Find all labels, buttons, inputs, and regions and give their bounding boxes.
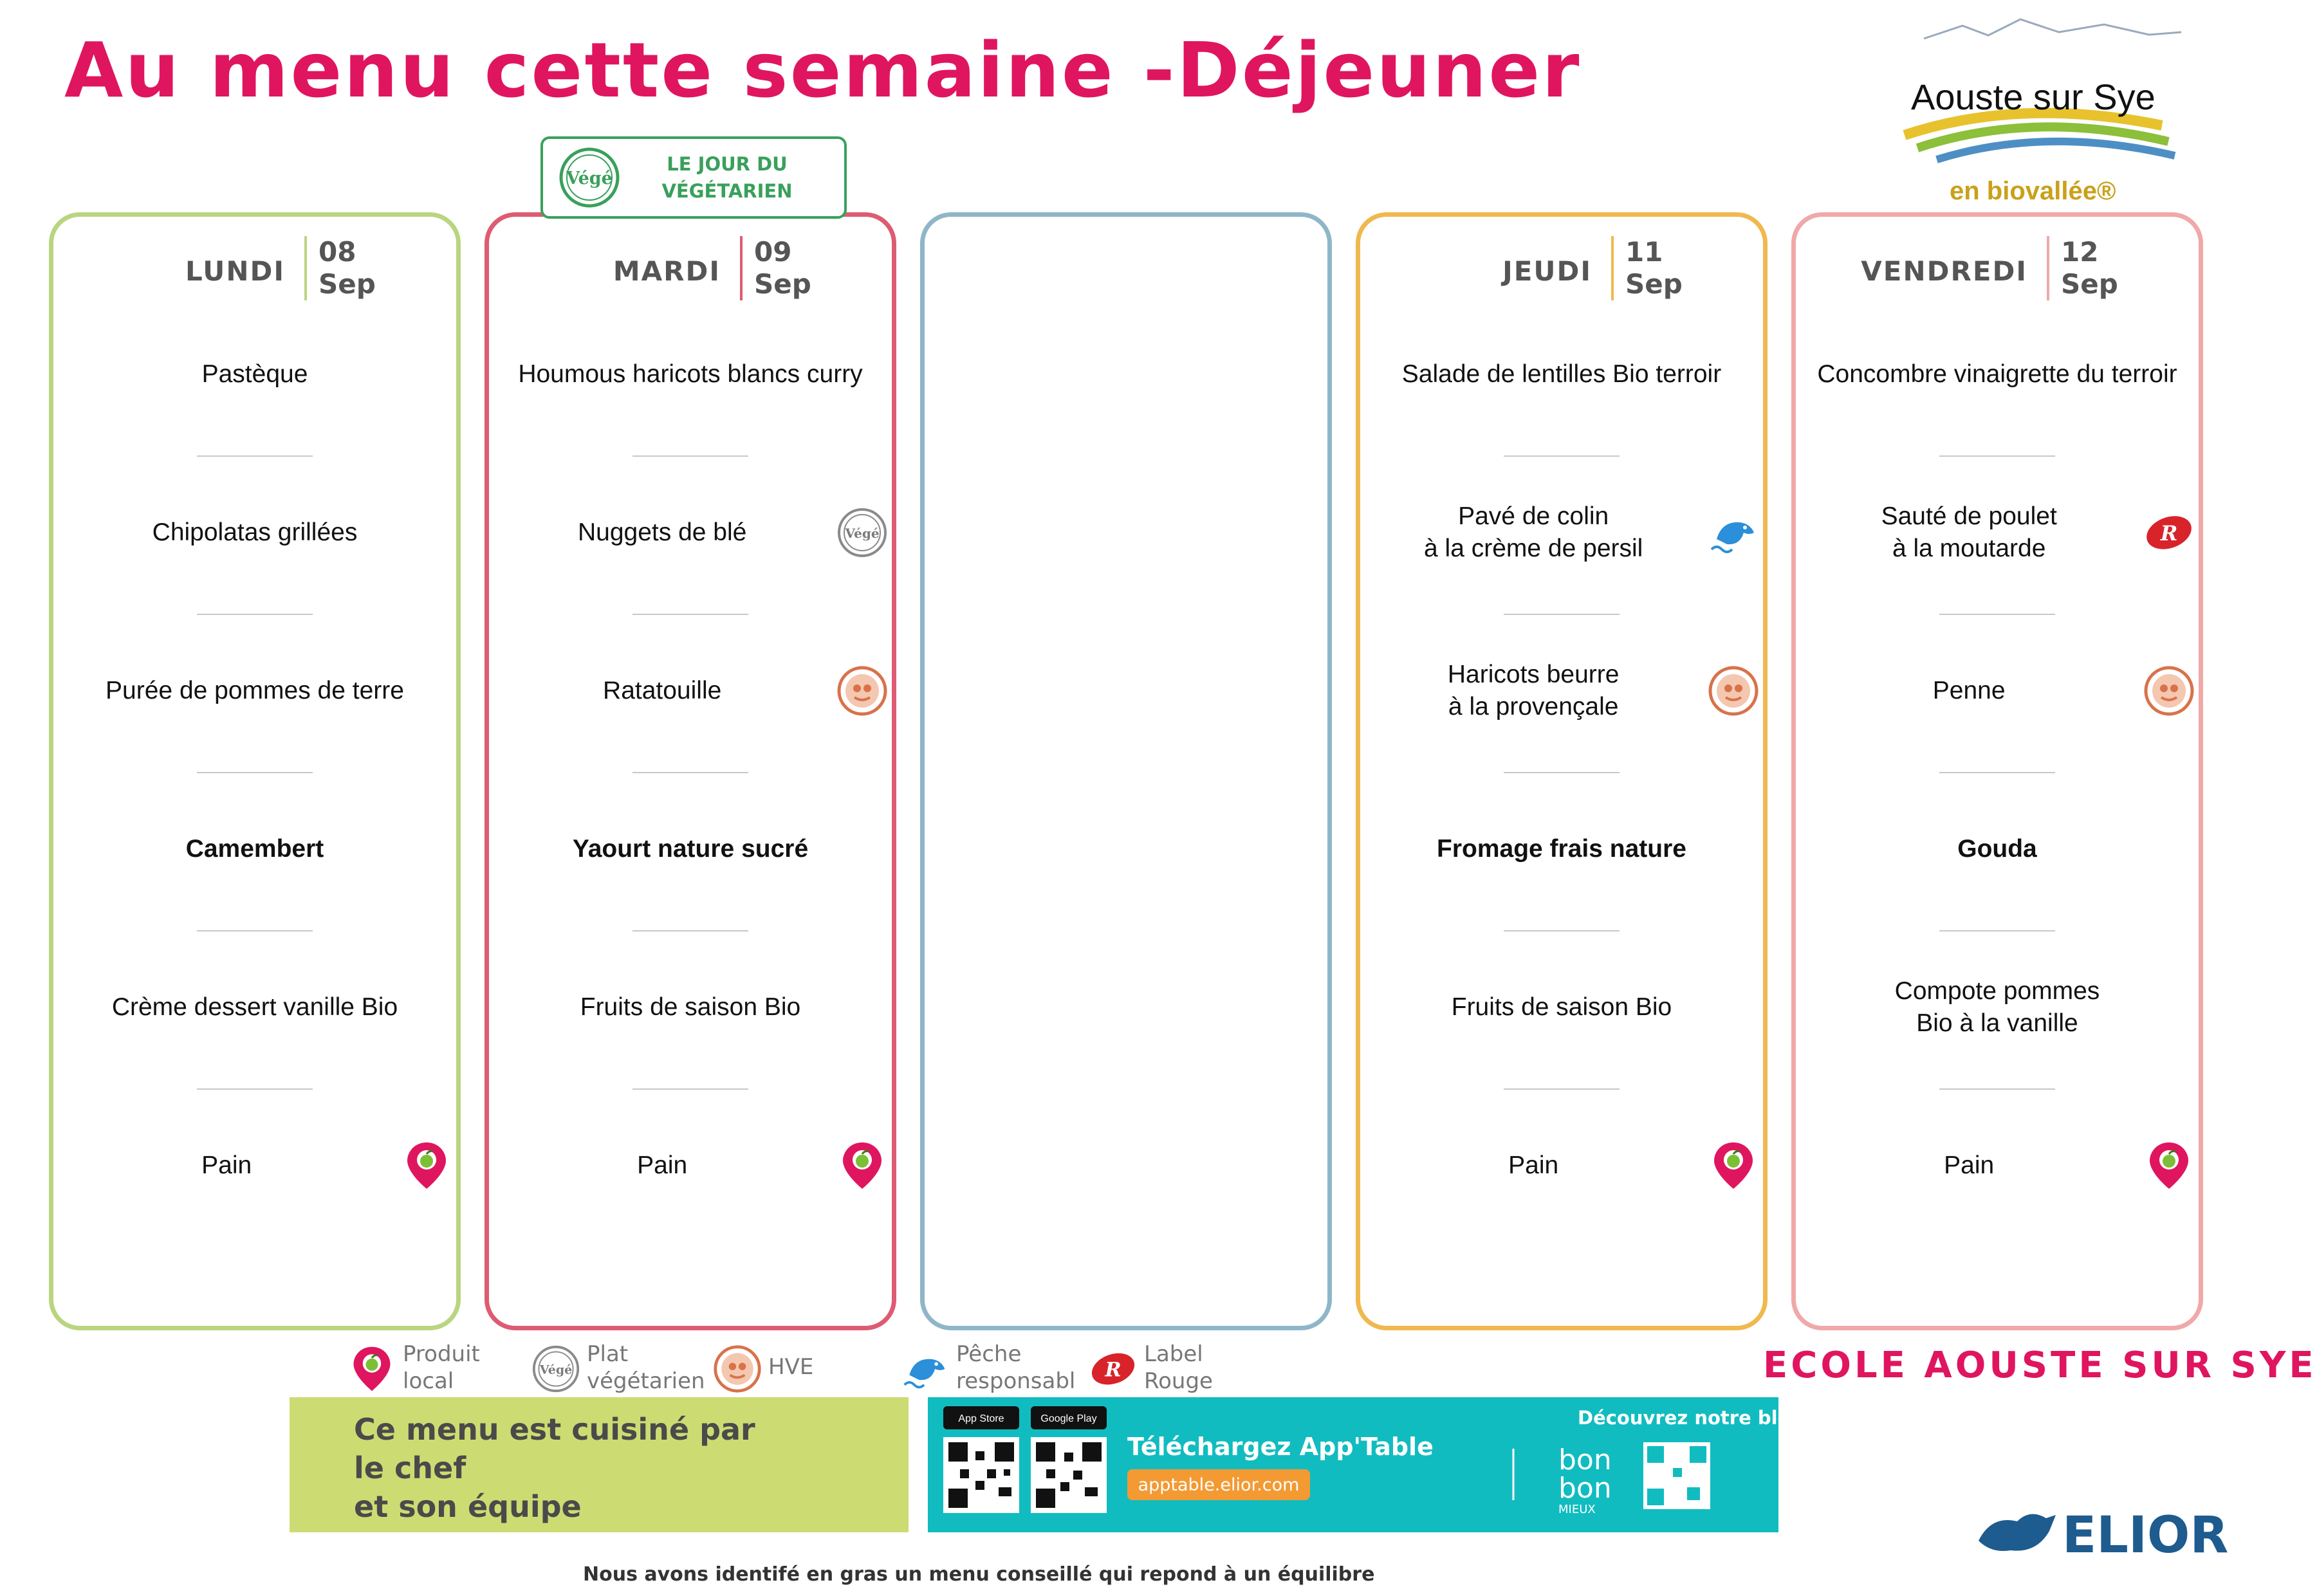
chef-text: Ce menu est cuisiné par le chef et son équipe [354,1412,755,1524]
vegetarian-day-banner [540,136,847,219]
day-month: Sep [1625,268,1683,300]
app-title: Téléchargez App'Table [1127,1433,1434,1461]
vege-badge-icon [558,147,620,208]
plat-vegetarien-icon [836,507,888,558]
dish-item: Yaourt nature sucré [572,835,809,863]
dish-item: Ratatouille [603,677,722,704]
day-header [1360,236,1763,300]
veg-banner-line2: VÉGÉTARIEN [661,180,793,202]
dish-item: Pain [1508,1151,1559,1179]
legend-label: Label Rouge [1144,1341,1213,1394]
day-column [1356,212,1768,1330]
dish-item: Concombre vinaigrette du terroir [1817,360,2177,388]
legend-label: Pêche responsabl [956,1341,1076,1394]
aouste-sur-sye-logo [1892,13,2188,206]
chef-box [290,1397,909,1532]
day-name: MARDI [613,255,721,287]
dish-separator [1504,1088,1620,1090]
svg-text:MIEUX: MIEUX [1558,1503,1596,1516]
label-rouge-icon [1089,1344,1138,1393]
label-rouge-icon [2143,507,2195,558]
legend-label: HVE [768,1354,814,1380]
day-header [489,236,892,300]
dish-item: Penne [1932,677,2006,704]
dish-separator [197,772,313,773]
svg-text:Végé: Végé [539,1362,573,1377]
dish-separator [1939,772,2055,773]
dish-separator [632,772,748,773]
day-date: 12 [2061,236,2099,268]
svg-text:ELIOR: ELIOR [2062,1507,2229,1564]
logo-subtext: en biovallée® [1950,177,2116,205]
day-header [53,236,456,300]
day-divider [740,236,743,300]
dish-separator [1939,930,2055,931]
veg-banner-line1: LE JOUR DU [667,153,788,175]
dish-item: Pain [201,1151,252,1179]
bonbon-logo: bon [1558,1444,1612,1476]
hve-icon [1708,665,1759,717]
school-name: ECOLE AOUSTE SUR SYE [1763,1344,2317,1386]
dish-item: Camembert [185,835,324,863]
dish-item: Houmous haricots blancs curry [518,360,863,388]
dish-item: Fruits de saison Bio [1451,993,1672,1021]
day-month: Sep [318,268,376,300]
produit-local-icon [401,1140,452,1191]
dish-item: Salade de lentilles Bio terroir [1401,360,1722,388]
elior-logo [1972,1496,2229,1566]
app-table-banner[interactable] [928,1397,1804,1532]
logo-text: Aouste sur Sye [1911,77,2155,117]
produit-local-icon [836,1140,888,1191]
google-play-badge: Google Play [1040,1413,1097,1424]
dish-item: Fruits de saison Bio [580,993,801,1021]
dish-item: Pastèque [201,360,308,388]
legend-label: Plat végétarien [587,1341,705,1394]
day-date: 09 [754,236,792,268]
dish-separator [1504,772,1620,773]
day-date: 08 [318,236,356,268]
plat-vegetarien-icon [531,1344,580,1393]
day-divider [304,236,307,300]
dish-separator [632,614,748,615]
dish-separator [632,930,748,931]
qr-code-icon [943,1437,1019,1513]
svg-text:Végé: Végé [845,526,880,541]
dish-item: Chipolatas grillées [152,518,358,546]
app-url: apptable.elior.com [1138,1475,1300,1495]
blog-label: Découvrez notre blog [1578,1407,1804,1429]
dish-item: Crème dessert vanille Bio [111,993,398,1021]
page-title: Au menu cette semaine -Déjeuner [64,26,1582,115]
day-month: Sep [754,268,811,300]
day-month: Sep [2061,268,2118,300]
dish-item: Pain [637,1151,688,1179]
dish-separator [1939,455,2055,457]
day-name: VENDREDI [1861,255,2027,287]
peche-responsable-icon [901,1344,950,1393]
hve-icon [713,1344,762,1393]
day-column [1791,212,2203,1330]
dish-item: Pavé de colin à la crème de persil [1424,502,1643,562]
day-column [49,212,461,1330]
day-header [1796,236,2199,300]
footer-note: Nous avons identifé en gras un menu conseillé qui repond à un équilibre [583,1563,1375,1586]
hve-icon [836,665,888,717]
dish-item: Compote pommes Bio à la vanille [1894,977,2100,1037]
dish-separator [197,614,313,615]
dish-separator [1504,614,1620,615]
day-divider [2047,236,2049,300]
produit-local-icon [347,1344,396,1393]
day-date: 11 [1625,236,1663,268]
dish-separator [1504,930,1620,931]
blog-qr-code-icon [1643,1442,1710,1509]
day-column [485,212,896,1330]
svg-text:R: R [2160,521,2178,546]
legend-label: Produit local [403,1341,480,1394]
day-name: LUNDI [185,255,285,287]
day-column [920,212,1332,1330]
dish-separator [197,1088,313,1090]
svg-text:Végé: Végé [566,169,613,188]
dish-item: Purée de pommes de terre [106,677,404,704]
svg-text:R: R [1105,1358,1122,1382]
produit-local-icon [1708,1140,1759,1191]
dish-item: Nuggets de blé [578,518,747,546]
dish-separator [1939,1088,2055,1090]
dish-item: Haricots beurre à la provençale [1447,661,1620,720]
app-store-badge: App Store [958,1413,1004,1424]
dish-item: Sauté de poulet à la moutarde [1881,502,2057,562]
dish-item: Gouda [1957,835,2037,863]
dish-separator [197,455,313,457]
dish-separator [632,1088,748,1090]
dish-separator [632,455,748,457]
hve-icon [2143,665,2195,717]
dish-separator [197,930,313,931]
day-name: JEUDI [1502,255,1592,287]
dish-separator [1939,614,2055,615]
svg-text:bon: bon [1558,1472,1612,1505]
produit-local-icon [2143,1140,2195,1191]
dish-item: Pain [1944,1151,1995,1179]
qr-code-icon [1031,1437,1107,1513]
dish-separator [1504,455,1620,457]
dish-item: Fromage frais nature [1437,835,1686,863]
peche-responsable-icon [1708,507,1759,558]
day-divider [1611,236,1614,300]
